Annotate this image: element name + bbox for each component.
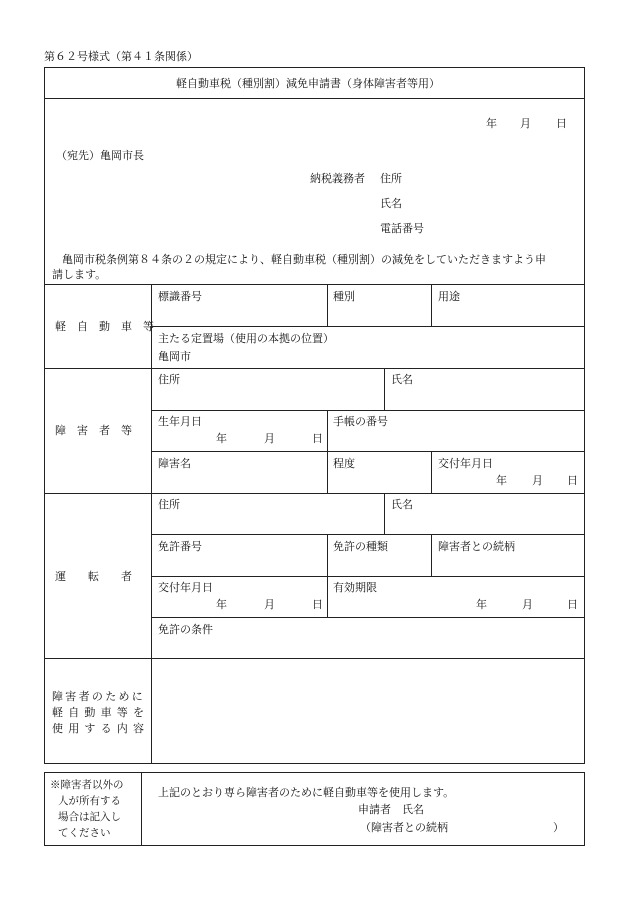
divider	[151, 284, 152, 764]
usage-line2: 軽自動車等を	[52, 706, 150, 719]
divider	[327, 410, 328, 493]
divider	[44, 284, 585, 285]
taxpayer-phone-label: 電話番号	[380, 222, 424, 235]
relationship-label: 障害者との続柄	[438, 540, 515, 553]
note-line1: ※障害者以外の	[50, 779, 124, 791]
birth-date-label: 生年月日	[158, 415, 202, 428]
divider	[44, 493, 585, 494]
request-text-line1: 亀岡市税条例第８４条の２の規定により、軽自動車税（種別割）の減免をしていただきますよう申	[62, 253, 546, 266]
taxpayer-label: 納税義務者	[310, 172, 365, 185]
disabled-name-label: 氏名	[391, 373, 413, 386]
date-day: 日	[556, 117, 567, 130]
request-text-line2: 請します。	[52, 268, 107, 281]
driver-header: 運 転 者	[55, 570, 132, 583]
divider	[384, 493, 385, 534]
birth-month: 月	[264, 432, 275, 445]
form-number: 第６２号様式（第４１条関係）	[44, 50, 198, 63]
date-year: 年	[486, 117, 497, 130]
license-type-label: 免許の種類	[333, 540, 388, 553]
divider	[151, 576, 585, 577]
divider	[431, 451, 432, 493]
vehicle-header: 軽 自 動 車 等	[55, 320, 154, 333]
disability-name-label: 障害名	[158, 457, 191, 470]
divider	[151, 326, 585, 327]
applicant-name-label: 申請者 氏名	[358, 803, 424, 816]
license-issue-date-label: 交付年月日	[158, 581, 213, 594]
note-box	[44, 772, 585, 846]
relationship-close: ）	[553, 821, 564, 834]
birth-year: 年	[216, 432, 227, 445]
storage-place-label: 主たる定置場（使用の本拠の位置）	[158, 332, 334, 345]
handbook-issue-day: 日	[567, 474, 578, 487]
handbook-issue-year: 年	[496, 474, 507, 487]
relationship-open: （障害者との続柄	[360, 821, 448, 834]
form-title: 軽自動車税（種別割）減免申請書（身体障害者等用）	[176, 77, 440, 90]
divider	[384, 368, 385, 410]
handbook-issue-date-label: 交付年月日	[438, 457, 493, 470]
divider	[151, 451, 585, 452]
disabled-address-label: 住所	[158, 373, 180, 386]
divider	[141, 772, 142, 846]
divider	[151, 534, 585, 535]
divider	[151, 410, 585, 411]
addressee: （宛先）亀岡市長	[56, 149, 144, 162]
handbook-issue-month: 月	[532, 474, 543, 487]
usage-line1: 障害者のために	[52, 690, 146, 703]
taxpayer-address-label: 住所	[380, 172, 402, 185]
license-issue-month: 月	[264, 598, 275, 611]
divider	[431, 534, 432, 576]
vehicle-kind-label: 種別	[333, 290, 355, 303]
taxpayer-name-label: 氏名	[380, 197, 402, 210]
disabled-person-header: 障 害 者 等	[55, 424, 132, 437]
plate-number-label: 標識番号	[158, 290, 202, 303]
divider	[44, 658, 585, 659]
divider	[44, 368, 585, 369]
expiry-label: 有効期限	[333, 581, 377, 594]
degree-label: 程度	[333, 457, 355, 470]
expiry-month: 月	[522, 598, 533, 611]
license-issue-day: 日	[312, 598, 323, 611]
note-line3: 場合は記入し	[58, 811, 121, 823]
handbook-number-label: 手帳の番号	[333, 415, 388, 428]
divider	[44, 98, 585, 99]
divider	[327, 284, 328, 326]
driver-address-label: 住所	[158, 498, 180, 511]
expiry-day: 日	[567, 598, 578, 611]
driver-name-label: 氏名	[391, 498, 413, 511]
expiry-year: 年	[476, 598, 487, 611]
usage-line3: 使用する内容	[52, 722, 150, 735]
vehicle-purpose-label: 用途	[438, 290, 460, 303]
note-line4: てください	[58, 827, 111, 839]
license-issue-year: 年	[216, 598, 227, 611]
date-month: 月	[520, 117, 531, 130]
license-number-label: 免許番号	[158, 540, 202, 553]
note-statement: 上記のとおり専ら障害者のために軽自動車等を使用します。	[158, 786, 455, 799]
license-conditions-label: 免許の条件	[158, 623, 213, 636]
divider	[431, 284, 432, 326]
divider	[327, 534, 328, 617]
birth-day: 日	[312, 432, 323, 445]
divider	[151, 617, 585, 618]
storage-city: 亀岡市	[158, 350, 191, 363]
note-line2: 人が所有する	[58, 795, 121, 807]
